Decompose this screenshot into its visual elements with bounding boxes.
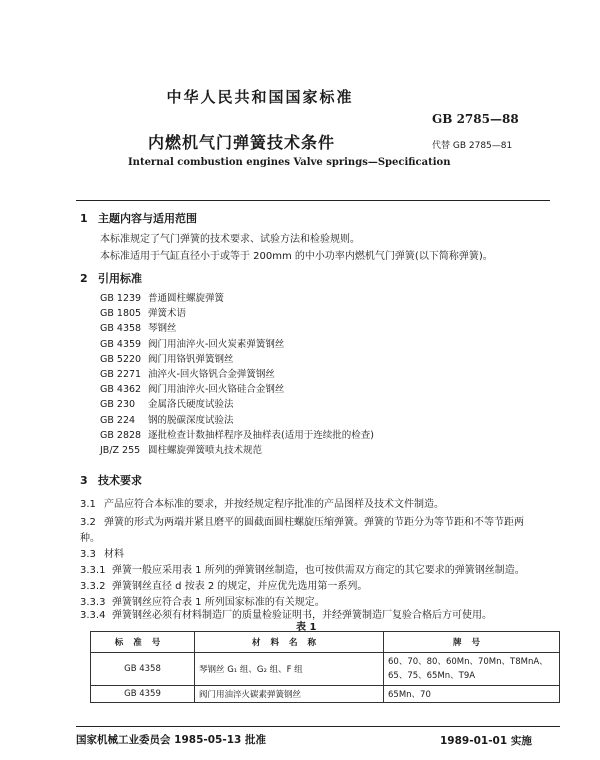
table-row: [91, 653, 560, 686]
effective-date: 1989-01-01 实施: [440, 735, 532, 747]
header-divider: [76, 200, 550, 201]
standard-number-text: GB 2785—88: [432, 112, 519, 126]
reference-item: [100, 396, 234, 410]
clause-3-2-cont: 种。: [80, 533, 100, 544]
reference-title: 琴钢丝: [148, 323, 177, 335]
reference-title: 油淬火-回火铬钒合金弹簧钢丝: [148, 369, 275, 380]
reference-item: [100, 366, 275, 380]
reference-title: 阀门用铬钒弹簧钢丝: [148, 353, 234, 365]
cell-material: 琴钢丝 G₁ 组、G₂ 组、F 组: [195, 653, 384, 686]
reference-item: [100, 336, 284, 350]
clause-number: 3.3.4: [80, 610, 106, 621]
reference-item: [100, 412, 234, 426]
table-row: [91, 686, 560, 703]
reference-title: 弹簧术语: [148, 308, 187, 320]
table-1-caption: 表 1: [296, 622, 317, 633]
document-title: 内燃机气门弹簧技术条件: [148, 133, 336, 152]
clause-number: 3.3.2: [80, 581, 106, 592]
reference-code: GB 5220: [100, 353, 142, 365]
col-header-material: 材料名称: [195, 632, 384, 653]
reference-item: [100, 305, 186, 319]
clause-3-3-1: [80, 561, 525, 576]
reference-item: [100, 381, 284, 395]
clause-text: 弹簧钢丝必须有材料制造厂的质量检验证明书，并经弹簧制造厂复验合格后方可使用。: [112, 610, 492, 621]
clause-text: 弹簧的形式为两端并紧且磨平的圆截面圆柱螺旋压缩弹簧。弹簧的节距分为等节距和不等节距两: [104, 517, 524, 528]
english-title: Internal combustion engines Valve springs—Specification: [128, 157, 451, 168]
section-1-title: 主题内容与适用范围: [98, 212, 197, 225]
cell-grade: 65Mn、70: [384, 686, 560, 703]
section-2-number: 2: [80, 272, 88, 285]
clause-text: 弹簧钢丝直径 d 按表 2 的规定，并应优先选用第一系列。: [112, 581, 368, 592]
reference-item: [100, 320, 177, 334]
reference-code: JB/Z 255: [100, 445, 141, 456]
standard-title: 中华人民共和国国家标准: [166, 88, 354, 106]
reference-code: GB 230: [100, 399, 136, 411]
reference-title: 普通圆柱螺旋弹簧: [148, 293, 225, 304]
table-1: [90, 631, 560, 703]
reference-title: 钢的脱碳深度试验法: [148, 414, 234, 426]
reference-item: [100, 427, 374, 441]
clause-3-1: [80, 495, 444, 510]
reference-item: [100, 442, 262, 456]
reference-title: 圆柱螺旋弹簧喷丸技术规范: [148, 445, 263, 456]
reference-title: 阀门用油淬火-回火炭素弹簧钢丝: [148, 338, 285, 350]
reference-code: GB 4359: [100, 338, 142, 350]
approval-note: 国家机械工业委员会 1985-05-13 批准: [76, 734, 266, 746]
clause-text: 弹簧钢丝应符合表 1 所列国家标准的有关规定。: [112, 597, 325, 608]
footer-divider: [76, 726, 560, 727]
reference-title: 阀门用油淬火-回火铬硅合金钢丝: [148, 384, 285, 396]
clause-number: 3.1: [80, 499, 96, 510]
reference-code: GB 2271: [100, 369, 142, 380]
clause-number: 3.2: [80, 517, 96, 528]
reference-title: 金属洛氏硬度试验法: [148, 399, 234, 411]
section-1-heading: [80, 210, 197, 226]
cell-standard: GB 4358: [91, 653, 195, 686]
clause-text: 材料: [104, 549, 124, 560]
clause-text: 弹簧一般应采用表 1 所列的弹簧钢丝制造，也可按供需双方商定的其它要求的弹簧钢丝制造。: [112, 565, 525, 576]
section-3-heading: [80, 472, 142, 488]
clause-3-2: [80, 513, 524, 528]
replaces-note: 代替 GB 2785—81: [432, 141, 513, 151]
reference-code: GB 224: [100, 414, 136, 426]
section-1-para-1: 本标准规定了气门弹簧的技术要求、试验方法和检验规则。: [100, 234, 360, 245]
clause-number: 3.3.1: [80, 565, 106, 576]
section-1-number: 1: [80, 212, 88, 225]
reference-item: [100, 290, 224, 304]
reference-code: GB 4358: [100, 323, 142, 335]
reference-code: GB 4362: [100, 384, 142, 396]
section-2-heading: [80, 270, 142, 286]
col-header-grade: 牌号: [384, 632, 560, 653]
table-header-row: [91, 632, 560, 653]
reference-title: 逐批检查计数抽样程序及抽样表(适用于连续批的检查): [148, 429, 374, 441]
cell-standard: GB 4359: [91, 686, 195, 703]
cell-material: 阀门用油淬火碳素弹簧钢丝: [195, 686, 384, 703]
clause-3-3-2: [80, 577, 367, 592]
clause-3-3-4: [80, 606, 492, 621]
reference-code: GB 2828: [100, 429, 142, 441]
reference-item: [100, 351, 234, 365]
clause-number: 3.3.3: [80, 597, 106, 608]
col-header-standard: 标准号: [91, 632, 195, 653]
section-3-number: 3: [80, 474, 88, 487]
clause-3-3: [80, 545, 124, 560]
clause-text: 产品应符合本标准的要求，并按经规定程序批准的产品图样及技术文件制造。: [104, 499, 444, 510]
reference-code: GB 1805: [100, 308, 142, 320]
section-2-title: 引用标准: [98, 272, 142, 285]
clause-number: 3.3: [80, 549, 96, 560]
reference-code: GB 1239: [100, 293, 142, 304]
cell-grade: 60、70、80、60Mn、70Mn、T8MnA、65、75、65Mn、T9A: [384, 653, 560, 686]
section-3-title: 技术要求: [98, 474, 142, 487]
standard-number: [432, 112, 519, 126]
section-1-para-2: 本标准适用于气缸直径小于或等于 200mm 的中小功率内燃机气门弹簧(以下简称弹簧)。: [100, 251, 493, 262]
